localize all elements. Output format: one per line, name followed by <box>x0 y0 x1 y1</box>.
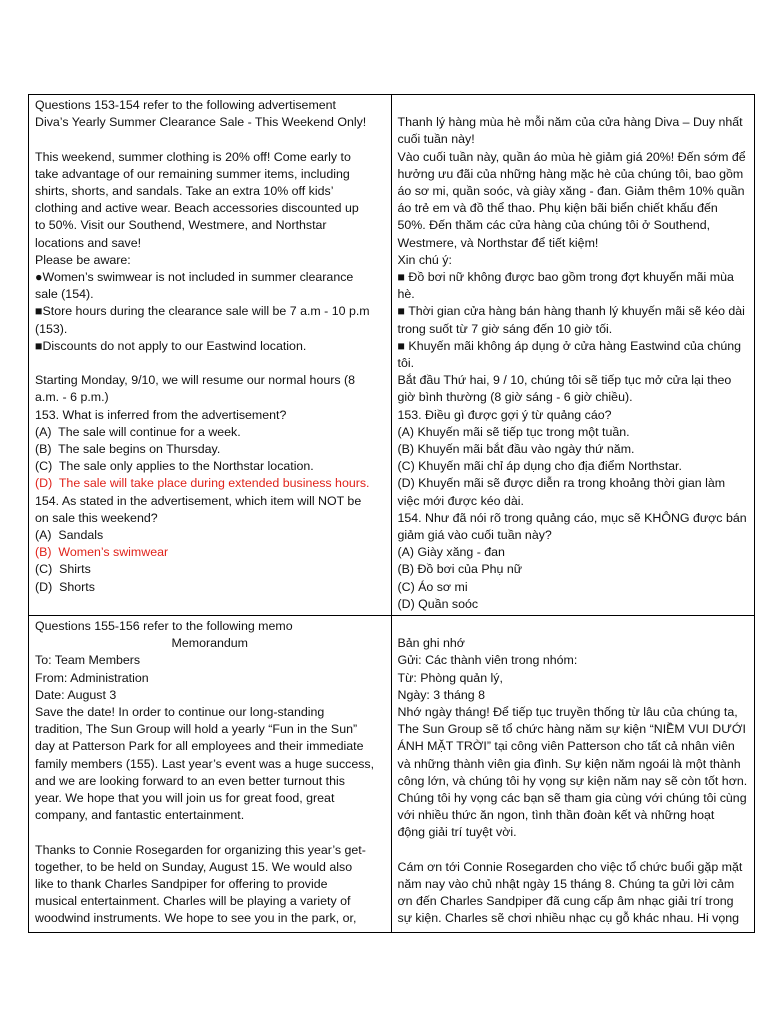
text-line: (A) Giày xăng - đan <box>397 545 505 560</box>
text-line: năm nay vào chủ nhật ngày 15 tháng 8. Chúng ta gửi lời cảm <box>397 877 735 892</box>
text-line: hè. <box>397 287 415 302</box>
text-line: From: Administration <box>35 670 149 685</box>
english-cell-q153-154 <box>29 95 392 615</box>
text-line: ■Discounts do not apply to our Eastwind location. <box>35 338 307 353</box>
text-line: Thanks to Connie Rosegarden for organizing this year’s get- <box>35 842 366 857</box>
text-line <box>398 618 749 635</box>
text-line: (D) Shorts <box>35 579 95 594</box>
text-line: a.m. - 6 p.m.) <box>35 390 109 405</box>
text-line: (B) Khuyến mãi bắt đầu vào ngày thứ năm. <box>397 442 635 457</box>
english-cell-q155-156 <box>29 616 392 932</box>
text-line: (C) Shirts <box>35 562 91 577</box>
text-line: sale (154). <box>35 287 94 302</box>
text-line: (D) Quần soóc <box>397 596 479 611</box>
text-line: động giải trí tuyệt vời. <box>397 825 517 840</box>
text-line: và những thành viên gia đình. Sự kiện năm ngoái là một thành <box>397 756 741 771</box>
text-line: day at Patterson Park for all employees and their immediate <box>35 739 364 754</box>
text-line: ●Women’s swimwear is not included in summer clearance <box>35 270 354 285</box>
text-line: together, to be held on Sunday, August 15. We would also <box>35 859 353 874</box>
text-line <box>35 131 385 148</box>
text-line: Westmere, và Northstar để tiết kiệm! <box>397 235 599 250</box>
text-line: (A) The sale will continue for a week. <box>35 424 241 439</box>
text-line: Xin chú ý: <box>397 252 452 267</box>
text-line: áo sơ mi, quần soóc, và giày xăng - đan. Giảm thêm 10% quần <box>397 184 745 198</box>
text-line: ■ Thời gian cửa hàng bán hàng thanh lý khuyến mãi sẽ kéo dài <box>397 304 745 319</box>
text-line <box>398 97 749 114</box>
text-line: tôi. <box>397 356 415 371</box>
text-line: Bản ghi nhớ <box>397 636 465 651</box>
text-line: (A) Khuyến mãi sẽ tiếp tục trong một tuần. <box>397 424 630 439</box>
table-row-q155-156 <box>29 615 754 932</box>
text-line: Please be aware: <box>35 252 131 267</box>
vietnamese-cell-q153-154 <box>392 95 755 615</box>
text-line: This weekend, summer clothing is 20% off! Come early to <box>35 149 351 164</box>
text-line: Diva’s Yearly Summer Clearance Sale - This Weekend Only! <box>35 115 367 130</box>
text-line: ơn đến Charles Sandpiper đã cung cấp âm nhạc giải trí trong <box>397 894 734 909</box>
text-line: company, and fantastic entertainment. <box>35 808 245 823</box>
text-line: and we are looking forward to an even better turnout this <box>35 773 345 788</box>
text-line: Thanh lý hàng mùa hè mỗi năm của cửa hàng Diva – Duy nhất <box>397 115 743 130</box>
text-line: The Sun Group sẽ tổ chức hàng năm sự kiện “NIỀM VUI DƯỚI <box>397 722 746 737</box>
text-line: (D) Khuyến mãi sẽ được diễn ra trong khoảng thời gian làm <box>397 476 726 491</box>
text-line: musical entertainment. Charles will be playing a variety of <box>35 894 351 909</box>
text-line <box>398 842 749 859</box>
text-line: công lớn, và chúng tôi hy vọng sự kiện năm nay sẽ còn tốt hơn. <box>397 773 748 788</box>
text-line: hưởng ưu đãi của những hàng mặc hè của chúng tôi, bao gồm <box>397 166 744 181</box>
text-line: ■ Đồ bơi nữ không được bao gồm trong đợt khuyến mãi mùa <box>397 270 734 285</box>
table-row-q153-154 <box>29 95 754 615</box>
vietnamese-cell-q155-156 <box>392 616 755 932</box>
text-line: Chúng tôi hy vọng các bạn sẽ tham gia cùng với chúng tôi cùng <box>397 791 747 806</box>
text-line: tradition, The Sun Group will hold a yearly “Fun in the Sun” <box>35 722 358 737</box>
text-line: (C) Khuyến mãi chỉ áp dụng cho địa điểm Northstar. <box>397 459 682 474</box>
text-line: Questions 153-154 refer to the following advertisement <box>35 98 336 112</box>
text-line: 153. What is inferred from the advertisement? <box>35 407 287 422</box>
text-line: on sale this weekend? <box>35 510 158 525</box>
text-line: (C) The sale only applies to the Northstar location. <box>35 459 314 474</box>
text-line: Ngày: 3 tháng 8 <box>397 687 485 702</box>
text-line: year. We hope that you will join us for great food, great <box>35 791 335 806</box>
text-line: take advantage of our remaining summer items, including <box>35 166 350 181</box>
text-line: với nhiều thức ăn ngon, tình thần đoàn kết và những hoạt <box>397 808 715 823</box>
text-line: Save the date! In order to continue our long-standing <box>35 705 325 720</box>
text-line: cuối tuần này! <box>397 132 475 147</box>
text-line: Gửi: Các thành viên trong nhóm: <box>397 653 578 668</box>
text-line <box>35 824 385 841</box>
text-line: Từ: Phòng quản lý, <box>397 670 503 685</box>
text-line: 154. Như đã nói rõ trong quảng cáo, mục sẽ KHÔNG được bán <box>397 510 747 525</box>
text-line: woodwind instruments. We hope to see you in the park, or, <box>35 911 357 926</box>
text-line <box>35 355 385 372</box>
text-line: shirts, shorts, and sandals. Take an extra 10% off kids’ <box>35 184 334 198</box>
text-line: 154. As stated in the advertisement, which item will NOT be <box>35 493 362 508</box>
text-line: 153. Điều gì được gợi ý từ quảng cáo? <box>397 407 612 422</box>
text-line: việc mới được kéo dài. <box>397 493 524 508</box>
text-line: clothing and active wear. Beach accessories discounted up <box>35 201 359 216</box>
text-line: Vào cuối tuần này, quần áo mùa hè giảm giá 20%! Đến sớm để <box>397 149 746 164</box>
text-line: like to thank Charles Sandpiper for offering to provide <box>35 877 328 892</box>
text-line: Starting Monday, 9/10, we will resume our normal hours (8 <box>35 373 356 388</box>
text-line: family members (155). Last year’s event was a huge success, <box>35 756 375 771</box>
memo-heading: Memorandum <box>171 636 248 651</box>
text-line: (153). <box>35 321 68 336</box>
text-line: Nhớ ngày tháng! Để tiếp tục truyền thống từ lâu của chúng ta, <box>397 705 738 719</box>
text-line: Questions 155-156 refer to the following memo <box>35 619 293 633</box>
answer-line: (D) The sale will take place during extended business hours. <box>35 476 370 491</box>
text-line: 50%. Đến thăm các cửa hàng của chúng tôi ở Southend, <box>397 218 711 233</box>
text-line: locations and save! <box>35 235 142 250</box>
text-line: Bắt đầu Thứ hai, 9 / 10, chúng tôi sẽ tiếp tục mở cửa lại theo <box>397 373 732 388</box>
text-line: áo trẻ em và đồ thể thao. Phụ kiện bãi biển chiết khấu đến <box>397 201 718 216</box>
text-line: to 50%. Visit our Southend, Westmere, and Northstar <box>35 218 327 233</box>
text-line: Cám ơn tới Connie Rosegarden cho việc tổ chức buổi gặp mặt <box>397 859 743 874</box>
text-line: ■ Khuyến mãi không áp dụng ở cửa hàng Eastwind của chúng <box>397 338 742 353</box>
text-line: To: Team Members <box>35 653 141 668</box>
text-line: ■Store hours during the clearance sale will be 7 a.m - 10 p.m <box>35 304 370 319</box>
text-line: (C) Áo sơ mi <box>397 579 468 594</box>
text-line: trong suốt từ 7 giờ sáng đến 10 giờ tối. <box>397 321 613 336</box>
text-line: ÁNH MẶT TRỜI” tại công viên Patterson cho tất cả nhân viên <box>397 739 735 754</box>
text-line: giảm giá vào cuối tuần này? <box>397 528 552 543</box>
answer-line: (B) Women’s swimwear <box>35 545 169 560</box>
text-line: (B) The sale begins on Thursday. <box>35 442 221 457</box>
text-line: (B) Đồ bơi của Phụ nữ <box>397 562 523 577</box>
text-line: sự kiện. Charles sẽ chơi nhiều nhạc cụ gỗ khác nhau. Hi vọng <box>397 911 740 926</box>
text-line: giờ bình thường (8 giờ sáng - 6 giờ chiều). <box>397 390 633 405</box>
bilingual-table <box>28 94 755 933</box>
text-line: (A) Sandals <box>35 528 104 543</box>
text-line: Date: August 3 <box>35 687 117 702</box>
